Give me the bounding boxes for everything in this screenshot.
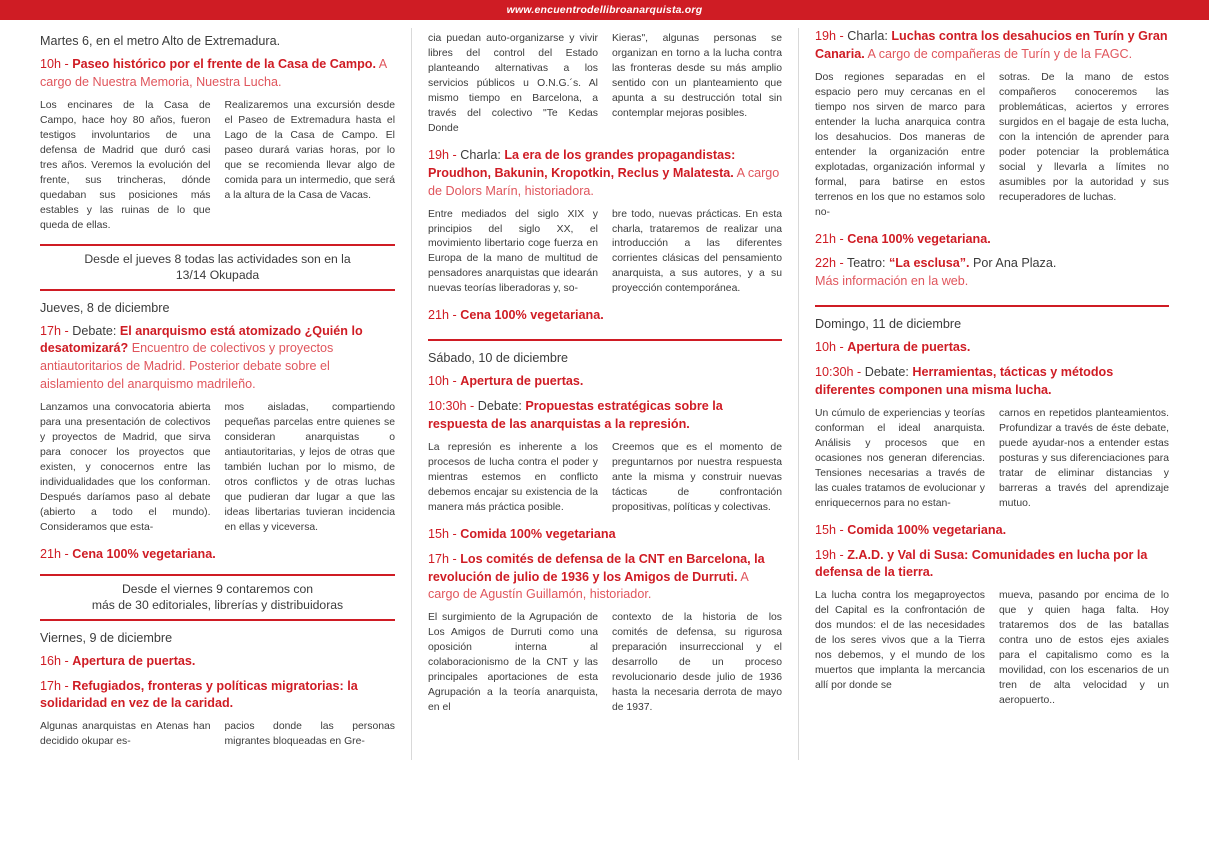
event-description-zad (815, 589, 1169, 709)
description-col-right: sotras. De la mano de estos compañeros conoceremos las problemáticas, aciertos y errores surgidos en el bagaje de esta lucha, con la intención de aprender para poder potenciar la problemática social y llevarla a límites no asumibles por la autoridad y sus recuperadores de luchas. (999, 71, 1169, 203)
description-col-left: La represión es inherente a los procesos de lucha contra el poder y mientras estemos en conflicto debemos encajar su existencia de la manera más práctica posible. (428, 441, 598, 513)
description-col-right: contexto de la historia de los comités de defensa, su rigurosa preparación insurreccional y el desarrollo de un proceso revolucionario desde julio de 1936 hasta la necesaria derrota de mayo de 1937. (612, 612, 782, 714)
venue-banner-2-line2: más de 30 editoriales, librerías y distribuidoras (91, 598, 344, 613)
event-debate-herramientas: 10:30h - Debate: Herramientas, tácticas y métodos diferentes componen una misma lucha. (815, 365, 1114, 397)
event-time: 10:30h (428, 399, 467, 414)
event-description-herramientas (815, 407, 1169, 512)
event-byline: A cargo de Dolors Marín, historiadora. (428, 165, 780, 198)
event-title: Los comités de defensa de la CNT en Barcelona, la revolución de julio de 1936 y los Amigos de Durruti. (428, 551, 765, 584)
event-time: 17h (428, 551, 450, 566)
event-title: Cena 100% vegetariana. (847, 231, 991, 246)
description-col-right: bre todo, nuevas prácticas. En esta charla, trataremos de realizar una introducción a las diferentes corrientes clásicas del pensamiento anarquista, a sus autores, y a su proyección contemporánea. (612, 208, 782, 295)
event-title: Z.A.D. y Val di Susa: Comunidades en lucha por la defensa de la tierra. (815, 547, 1148, 580)
event-byline: A cargo de Agustín Guillamón, historiador. (428, 569, 749, 602)
event-title: Cena 100% vegetariana. (460, 308, 604, 323)
event-teatro-la-esclusa: 22h - Teatro: “La esclusa”. Por Ana Plaza. Más información en la web. (815, 256, 1057, 289)
event-extra-note: Más información en la web. (815, 274, 969, 289)
description-col-left: Lanzamos una convocatoria abierta para una presentación de colectivos y proyectos de Madrid, que sirva para conocer los proyectos que existen, y conocernos entre las individualidades que los conforman. Después daríamos paso al debate (abierto a todo el mundo). Consideramos que esta- (40, 402, 211, 533)
event-kind: Debate: (477, 399, 522, 414)
event-title: Cena 100% vegetariana. (72, 546, 216, 561)
event-time: 10h (428, 374, 450, 389)
event-title: El anarquismo está atomizado ¿Quién lo desatomizará? (40, 323, 363, 356)
description-col-left: La lucha contra los megaproyectos del Capital es la confrontación de dos mundos: el de las necesidades de los seres vivos que a la Tierra nos debemos, y el mundo de los muertos que implanta la mercancia allí por donde se (815, 590, 985, 692)
program-page (0, 20, 1209, 760)
event-refugiados: 17h - Refugiados, fronteras y políticas migratorias: la solidaridad en vez de la caridad. (40, 678, 358, 711)
venue-banner-1 (40, 244, 395, 291)
event-title: Paseo histórico por el frente de la Casa de Campo. (72, 57, 376, 71)
event-title: Herramientas, tácticas y métodos diferentes componen una misma lucha. (815, 365, 1114, 397)
event-time: 15h (815, 522, 837, 537)
event-kind: Debate: (864, 365, 909, 380)
day-heading-friday: Viernes, 9 de diciembre (40, 630, 173, 645)
description-col-left: Algunas anarquistas en Atenas han decidido okupar es- (40, 721, 211, 748)
event-time: 22h (815, 256, 837, 271)
event-time: 17h (40, 678, 62, 693)
event-byline: A cargo de compañeras de Turín y de la FAGC. (867, 46, 1133, 61)
event-description-desahucios (815, 71, 1169, 221)
event-description-propagandistas (428, 208, 782, 298)
event-time: 10:30h (815, 365, 854, 380)
event-comida-sunday: 15h - Comida 100% vegetariana. (815, 522, 1007, 537)
description-col-right: Creemos que es el momento de preguntarnos por nuestra respuesta ante la misma y construir nuevas tácticas de confrontación propositivas, políticas y colectivas. (612, 441, 782, 513)
section-divider (815, 305, 1169, 307)
event-time: 19h (428, 147, 450, 162)
event-cena-saturday: 21h - Cena 100% vegetariana. (815, 231, 991, 246)
meeting-point-line: Martes 6, en el metro Alto de Extremadura. (40, 34, 281, 48)
event-author: Por Ana Plaza. (973, 256, 1057, 271)
event-time: 21h (40, 546, 62, 561)
description-col-right: Realizaremos una excursión desde el Paseo de Extremadura hasta el Lago de la Casa de Campo. El paseo durará varias horas, por lo que se recomienda llevar algo de comida para un intermedio, que será a la altura de la Casa de Vacas. (224, 99, 395, 201)
event-time: 15h (428, 526, 450, 541)
event-time: 16h (40, 653, 62, 668)
event-zad-val-di-susa: 19h - Z.A.D. y Val di Susa: Comunidades en lucha por la defensa de la tierra. (815, 547, 1148, 580)
venue-banner-2 (40, 574, 395, 621)
event-description-comites (428, 611, 782, 716)
event-time: 21h (428, 308, 450, 323)
event-kind: Teatro: (846, 256, 886, 271)
event-charla-desahucios: 19h - Charla: Luchas contra los desahucios en Turín y Gran Canaria. A cargo de compañeras de Turín y de la FAGC. (815, 29, 1168, 61)
event-title: Apertura de puertas. (72, 653, 196, 668)
section-divider (428, 339, 782, 341)
day-heading-saturday: Sábado, 10 de diciembre (428, 351, 569, 366)
event-debate-atomizado: 17h - Debate: El anarquismo está atomizado ¿Quién lo desatomizará? Encuentro de colectivos y proyectos antiautoritarios de Madrid. Posterior debate sobre el aislamiento del anarquismo madrileño. (40, 323, 363, 392)
description-col-left: Entre mediados del siglo XIX y principios del siglo XX, el movimiento libertario coge fuerza en Europa de la mano de multitud de pensadores anarquistas que idearán nuevas teorías liberadoras y, so- (428, 208, 598, 295)
event-kind: Debate: (72, 323, 117, 338)
event-title: La era de los grandes propagandistas: Proudhon, Bakunin, Kropotkin, Reclus y Malatesta. (428, 147, 736, 180)
website-url: www.encuentrodellibroanarquista.org (506, 4, 703, 16)
description-col-right: mueva, pasando por encima de lo que y quien haga falta. Hoy trataremos dos de las batallas contra uno de estos ejes axiales para el capitalismo como es la movilidad, con los escenarios de un tren de alta velocidad y un aeropuerto.. (999, 590, 1169, 707)
event-byline: A cargo de Nuestra Memoria, Nuestra Lucha. (40, 57, 387, 89)
event-description-represion (428, 441, 782, 516)
description-col-left: cia puedan auto-organizarse y vivir libres del control del Estado planteando alternativas a los servicios públicos u O.N.G.´s. Al mismo tiempo en Barcelona, a través del colectivo "Te Kedas Donde (428, 33, 598, 134)
event-charla-propagandistas: 19h - Charla: La era de los grandes propagandistas: Proudhon, Bakunin, Kropotkin, Reclus y Malatesta. A cargo de Dolors Marín, historiadora. (428, 147, 780, 198)
description-col-right: carnos en repetidos planteamientos. Profundizar a través de éste debate, puede ayudar-nos a entender estas posturas y sus diferenciaciones para tratar de eliminar distancias y barreras a través del aprendizaje mutuo. (999, 407, 1169, 509)
event-description-paseo (40, 99, 395, 234)
event-cena-thursday: 21h - Cena 100% vegetariana. (40, 546, 216, 561)
column-left (24, 28, 411, 760)
event-paseo-historico: 10h - Paseo histórico por el frente de la Casa de Campo. A cargo de Nuestra Memoria, Nuestra Lucha. (40, 57, 387, 89)
website-banner (0, 0, 1209, 20)
event-title: Luchas contra los desahucios en Turín y Gran Canaria. (815, 29, 1168, 61)
event-kind: Charla: (460, 147, 501, 162)
event-time: 21h (815, 231, 837, 246)
event-apertura-sunday: 10h - Apertura de puertas. (815, 340, 971, 355)
description-col-left: El surgimiento de la Agrupación de Los Amigos de Durruti como una oposición interna al colaboracionismo de la CNT y las principales aportaciones de esta Agrupación a la teoría anarquista, en el (428, 612, 598, 714)
event-title: Comida 100% vegetariana. (847, 522, 1007, 537)
event-time: 10h (40, 57, 62, 71)
event-debate-represion: 10:30h - Debate: Propuestas estratégicas sobre la respuesta de las anarquistas a la represión. (428, 399, 723, 432)
event-time: 19h (815, 29, 837, 43)
event-title: Propuestas estratégicas sobre la respuesta de las anarquistas a la represión. (428, 399, 723, 432)
event-title: “La esclusa”. (889, 256, 970, 271)
event-title: Apertura de puertas. (847, 340, 971, 355)
day-heading-sunday: Domingo, 11 de diciembre (815, 317, 962, 332)
event-title: Apertura de puertas. (460, 374, 584, 389)
event-comites-defensa-cnt: 17h - Los comités de defensa de la CNT en Barcelona, la revolución de julio de 1936 y los Amigos de Durruti. A cargo de Agustín Guillamón, historiador. (428, 551, 765, 602)
event-description-debate (40, 401, 395, 536)
event-cena-friday: 21h - Cena 100% vegetariana. (428, 308, 604, 323)
column-middle (411, 28, 798, 760)
venue-banner-1-line2: 13/14 Okupada (175, 268, 260, 283)
event-apertura-saturday: 10h - Apertura de puertas. (428, 374, 584, 389)
event-time: 17h (40, 323, 62, 338)
description-col-right: Kieras", algunas personas se organizan en torno a la lucha contra las fronteras desde su más amplio sentido con un planteamiento que apunta a su destrucción total sin contemplar mejoras posibles. (612, 33, 782, 119)
description-col-right: pacios donde las personas migrantes bloqueadas en Gre- (224, 721, 395, 748)
continuation-refugiados (428, 32, 782, 137)
description-col-left: Dos regiones separadas en el espacio pero muy cercanas en el tiempo nos sirven de marco para entender la lucha anarquica contra los desahucios. Dos maneras de entender la organización entre explotadas, organización informal y formal, para batirse en estos terrenos en los que no estamos solo no- (815, 71, 985, 218)
event-time: 10h (815, 340, 837, 355)
event-apertura-friday: 16h - Apertura de puertas. (40, 653, 196, 668)
event-title: Comida 100% vegetariana (460, 526, 616, 541)
event-kind: Charla: (847, 29, 888, 43)
venue-banner-1-line1: Desde el jueves 8 todas las actividades son en la (84, 251, 351, 266)
event-time: 19h (815, 547, 837, 562)
column-right (798, 28, 1185, 760)
description-col-left: Un cúmulo de experiencias y teorías conforman el ideal anarquista. Análisis y procesos que en ocasiones nos generan diferencias. Tensiones necesarias a través de las cuales tratamos de evolucionar y enriquecernos para no estan- (815, 407, 985, 509)
event-title: Refugiados, fronteras y políticas migratorias: la solidaridad en vez de la caridad. (40, 678, 358, 711)
description-col-right: mos aisladas, compartiendo pequeñas parcelas entre quienes se consideran anarquistas o antiautoritarias, y lejos de otras que también luchan por lo mismo, de otros conflictos y de otras luchas que pudieran dar lugar a que las ideas libertarias tuvieran incidencia en ellas y viceversa. (224, 402, 395, 533)
event-description-refugiados (40, 720, 395, 750)
event-comida-saturday: 15h - Comida 100% vegetariana (428, 526, 616, 541)
description-col-left: Los encinares de la Casa de Campo, hace hoy 80 años, fueron testigos involuntarios de una defensa de Madrid que duró casi tres años. Veremos la evolución del frente, sus trincheras, dónde quedaban sus posiciones más estables y las ruinas de lo que queda de ellas. (40, 99, 211, 231)
venue-banner-2-line1: Desde el viernes 9 contaremos con (121, 581, 314, 596)
event-byline: Encuentro de colectivos y proyectos antiautoritarios de Madrid. Posterior debate sobre el aislamiento del anarquismo madrileño. (40, 341, 334, 392)
day-heading-thursday: Jueves, 8 de diciembre (40, 300, 170, 315)
